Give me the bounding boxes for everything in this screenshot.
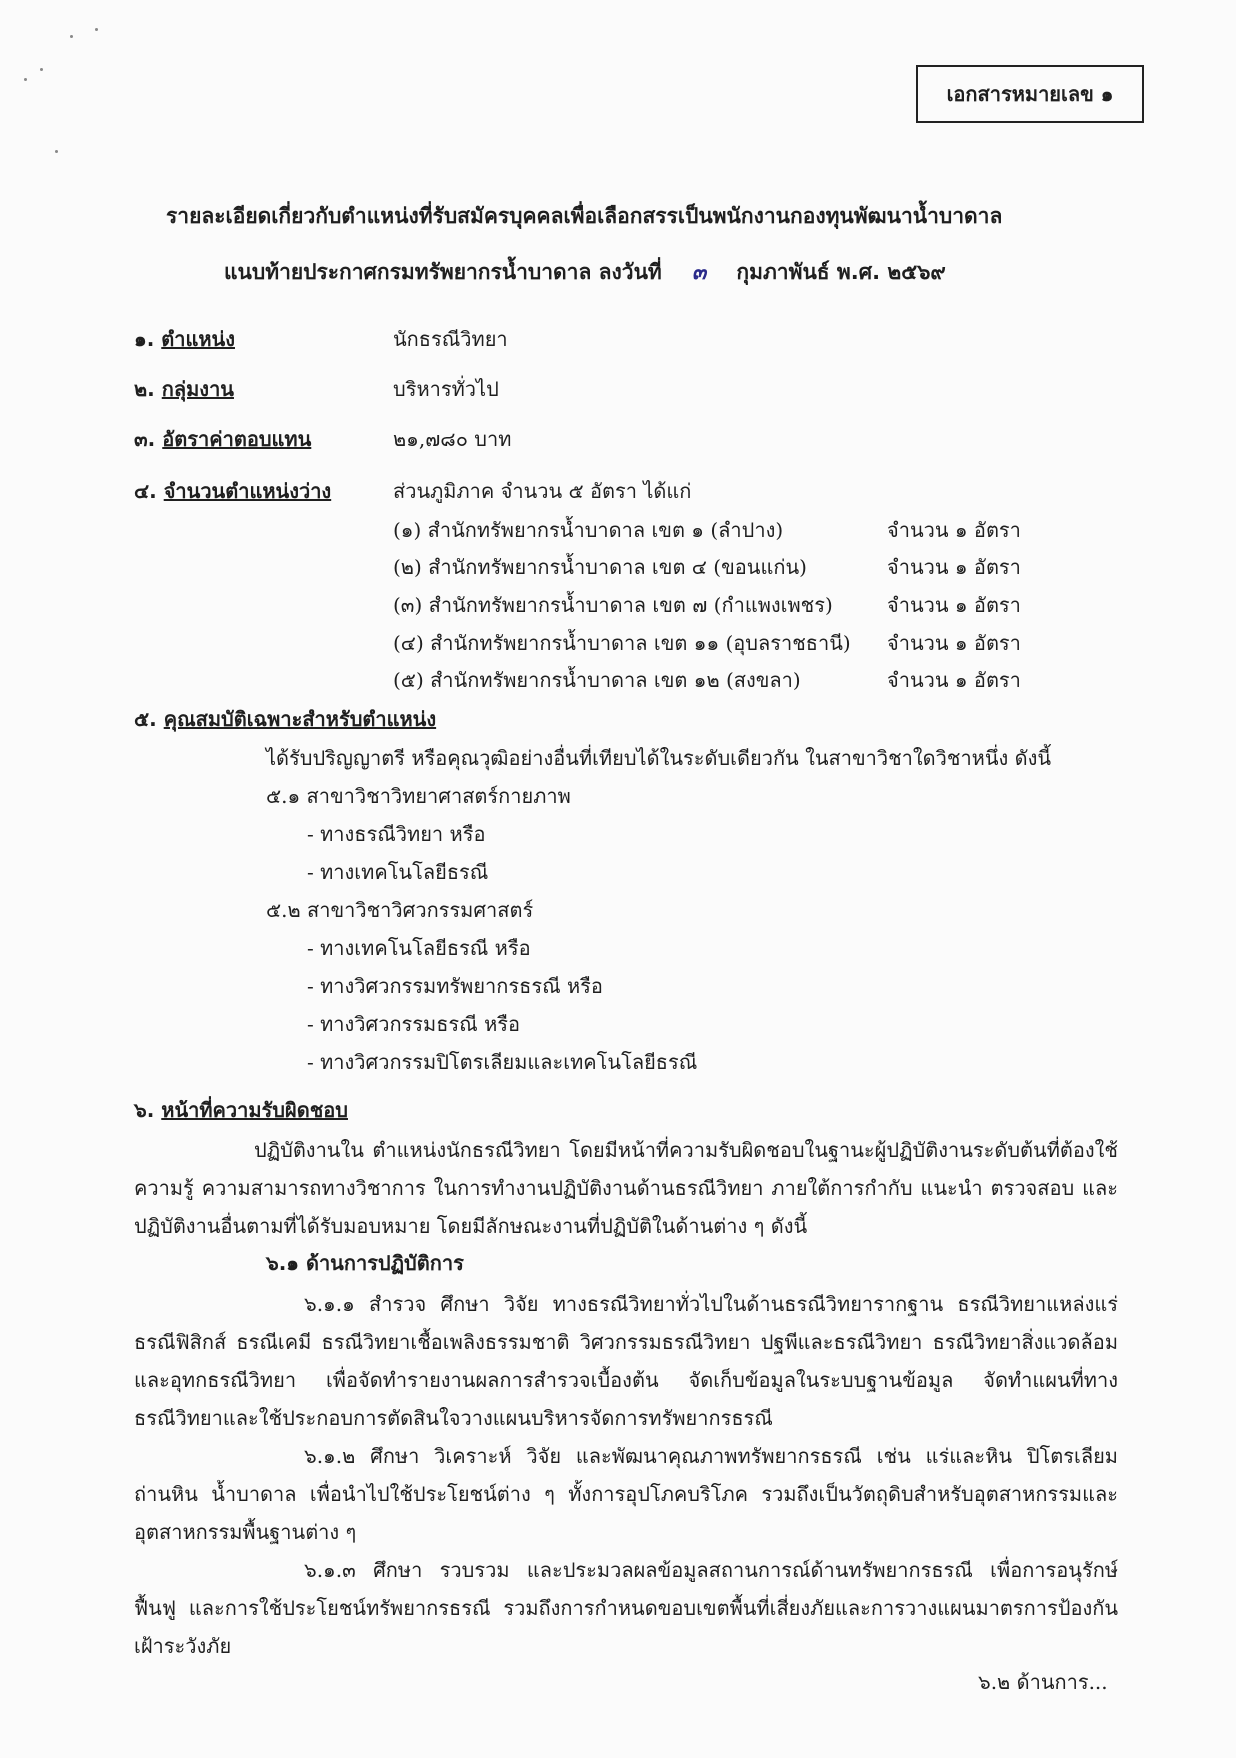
qualifications-heading	[134, 703, 436, 735]
subtitle-day: ๓	[691, 260, 707, 284]
item-number: ๑.	[134, 327, 155, 351]
document-title: รายละเอียดเกี่ยวกับตำแหน่งที่รับสมัครบุคคลเพื่อเลือกสรรเป็นพนักงานกองทุนพัฒนาน้ำบาดาล	[166, 204, 1003, 228]
qualification-item: - ทางเทคโนโลยีธรณี หรือ	[307, 936, 531, 960]
office-count: จำนวน ๑ อัตรา	[887, 668, 1021, 692]
item-label: กลุ่มงาน	[161, 377, 234, 401]
position-value: นักธรณีวิทยา	[393, 327, 508, 351]
office-count: จำนวน ๑ อัตรา	[887, 593, 1021, 617]
qualification-subheading: ๕.๒ สาขาวิชาวิศวกรรมศาสตร์	[266, 898, 534, 922]
duty-text: ๖.๑.๓ ศึกษา รวบรวม และประมวลผลข้อมูลสถานการณ์ด้านทรัพยากรธรณี เพื่อการอนุรักษ์ ฟื้นฟู และการใช้ประโยชน์ทรัพยากรธรณี รวมถึงการกำหนดขอบเขตพื้นที่เสี่ยงภัยและการวางแผนมาตรการป้องกันเฝ้าระวังภัย	[134, 1558, 1118, 1658]
qualification-item: - ทางวิศวกรรมทรัพยากรธรณี หรือ	[307, 974, 603, 998]
position-heading	[134, 323, 235, 355]
item-number: ๓.	[134, 427, 156, 451]
duty-text: ๖.๑.๑ สำรวจ ศึกษา วิจัย ทางธรณีวิทยาทั่วไปในด้านธรณีวิทยารากฐาน ธรณีวิทยาแหล่งแร่ ธรณีฟิสิกส์ ธรณีเคมี ธรณีวิทยาเชื้อเพลิงธรรมชาติ วิศวกรรมธรณีวิทยา ปฐพีและธรณีวิทยา ธรณีวิทยาสิ่งแวดล้อม และอุทกธรณีวิทยา เพื่อจัดทำรายงานผลการสำรวจเบื้องต้น จัดเก็บข้อมูลในระบบฐานข้อมูล จัดทำแผนที่ทางธรณีวิทยาและใช้ประกอบการตัดสินใจวางแผนบริหารจัดการทรัพยากรธรณี	[134, 1292, 1118, 1430]
salary-value: ๒๑,๗๘๐ บาท	[393, 427, 512, 451]
item-number: ๕.	[134, 707, 157, 731]
item-number: ๔.	[134, 479, 157, 503]
scan-speck	[24, 78, 27, 81]
scan-speck	[55, 150, 58, 153]
item-label: อัตราค่าตอบแทน	[162, 427, 312, 451]
page-continuation: ๖.๒ ด้านการ...	[978, 1670, 1108, 1694]
document-subtitle	[224, 256, 946, 289]
item-label: ตำแหน่ง	[161, 327, 235, 351]
group-value: บริหารทั่วไป	[393, 377, 499, 401]
scan-speck	[95, 28, 98, 31]
document-number: เอกสารหมายเลข ๑	[946, 82, 1114, 106]
subtitle-prefix: แนบท้ายประกาศกรมทรัพยากรน้ำบาดาล ลงวันที่	[224, 260, 662, 284]
office-count: จำนวน ๑ อัตรา	[887, 631, 1021, 655]
duties-intro	[134, 1131, 1118, 1245]
office-name: (๑) สำนักทรัพยากรน้ำบาดาล เขต ๑ (ลำปาง)	[393, 518, 784, 542]
office-name: (๒) สำนักทรัพยากรน้ำบาดาล เขต ๔ (ขอนแก่น)	[393, 555, 807, 579]
qualification-item: - ทางวิศวกรรมธรณี หรือ	[307, 1012, 521, 1036]
duty-paragraph-612	[134, 1437, 1118, 1551]
office-name: (๓) สำนักทรัพยากรน้ำบาดาล เขต ๗ (กำแพงเพชร)	[393, 593, 833, 617]
duties-heading	[134, 1094, 348, 1126]
qualification-item: - ทางธรณีวิทยา หรือ	[307, 822, 486, 846]
item-number: ๒.	[134, 377, 155, 401]
item-label: จำนวนตำแหน่งว่าง	[163, 479, 332, 503]
salary-heading	[134, 423, 311, 455]
scan-speck	[70, 35, 73, 38]
duty-paragraph-611	[134, 1285, 1118, 1437]
qualification-item: - ทางเทคโนโลยีธรณี	[307, 860, 489, 884]
qualifications-intro: ได้รับปริญญาตรี หรือคุณวุฒิอย่างอื่นที่เทียบได้ในระดับเดียวกัน ในสาขาวิชาใดวิชาหนึ่ง ดังนี้	[266, 746, 1052, 770]
vacancy-value: ส่วนภูมิภาค จำนวน ๕ อัตรา ได้แก่	[393, 479, 692, 503]
duty-text: ๖.๑.๒ ศึกษา วิเคราะห์ วิจัย และพัฒนาคุณภาพทรัพยากรธรณี เช่น แร่และหิน ปิโตรเลียม ถ่านหิน น้ำบาดาล เพื่อนำไปใช้ประโยชน์ต่าง ๆ ทั้งการอุปโภคบริโภค รวมถึงเป็นวัตถุดิบสำหรับอุตสาหกรรมและอุตสาหกรรมพื้นฐานต่าง ๆ	[134, 1444, 1118, 1544]
duties-intro-text: ปฏิบัติงานใน ตำแหน่งนักธรณีวิทยา โดยมีหน้าที่ความรับผิดชอบในฐานะผู้ปฏิบัติงานระดับต้นที่ต้องใช้ความรู้ ความสามารถทางวิชาการ ในการทำงานปฏิบัติงานด้านธรณีวิทยา ภายใต้การกำกับ แนะนำ ตรวจสอบ และปฏิบัติงานอื่นตามที่ได้รับมอบหมาย โดยมีลักษณะงานที่ปฏิบัติในด้านต่าง ๆ ดังนี้	[134, 1138, 1118, 1238]
office-count: จำนวน ๑ อัตรา	[887, 555, 1021, 579]
office-count: จำนวน ๑ อัตรา	[887, 518, 1021, 542]
item-number: ๖.	[134, 1098, 155, 1122]
item-label: คุณสมบัติเฉพาะสำหรับตำแหน่ง	[163, 707, 437, 731]
duty-paragraph-613	[134, 1551, 1118, 1665]
document-number-box	[916, 65, 1144, 123]
item-label: หน้าที่ความรับผิดชอบ	[161, 1098, 348, 1122]
duties-subheading: ๖.๑ ด้านการปฏิบัติการ	[266, 1251, 464, 1275]
office-name: (๔) สำนักทรัพยากรน้ำบาดาล เขต ๑๑ (อุบลราชธานี)	[393, 631, 851, 655]
qualification-subheading: ๕.๑ สาขาวิชาวิทยาศาสตร์กายภาพ	[266, 784, 571, 808]
subtitle-suffix: กุมภาพันธ์ พ.ศ. ๒๕๖๙	[736, 260, 946, 284]
office-name: (๕) สำนักทรัพยากรน้ำบาดาล เขต ๑๒ (สงขลา)	[393, 668, 801, 692]
vacancy-heading	[134, 475, 331, 507]
scan-speck	[40, 68, 43, 71]
group-heading	[134, 373, 234, 405]
qualification-item: - ทางวิศวกรรมปิโตรเลียมและเทคโนโลยีธรณี	[307, 1050, 698, 1074]
